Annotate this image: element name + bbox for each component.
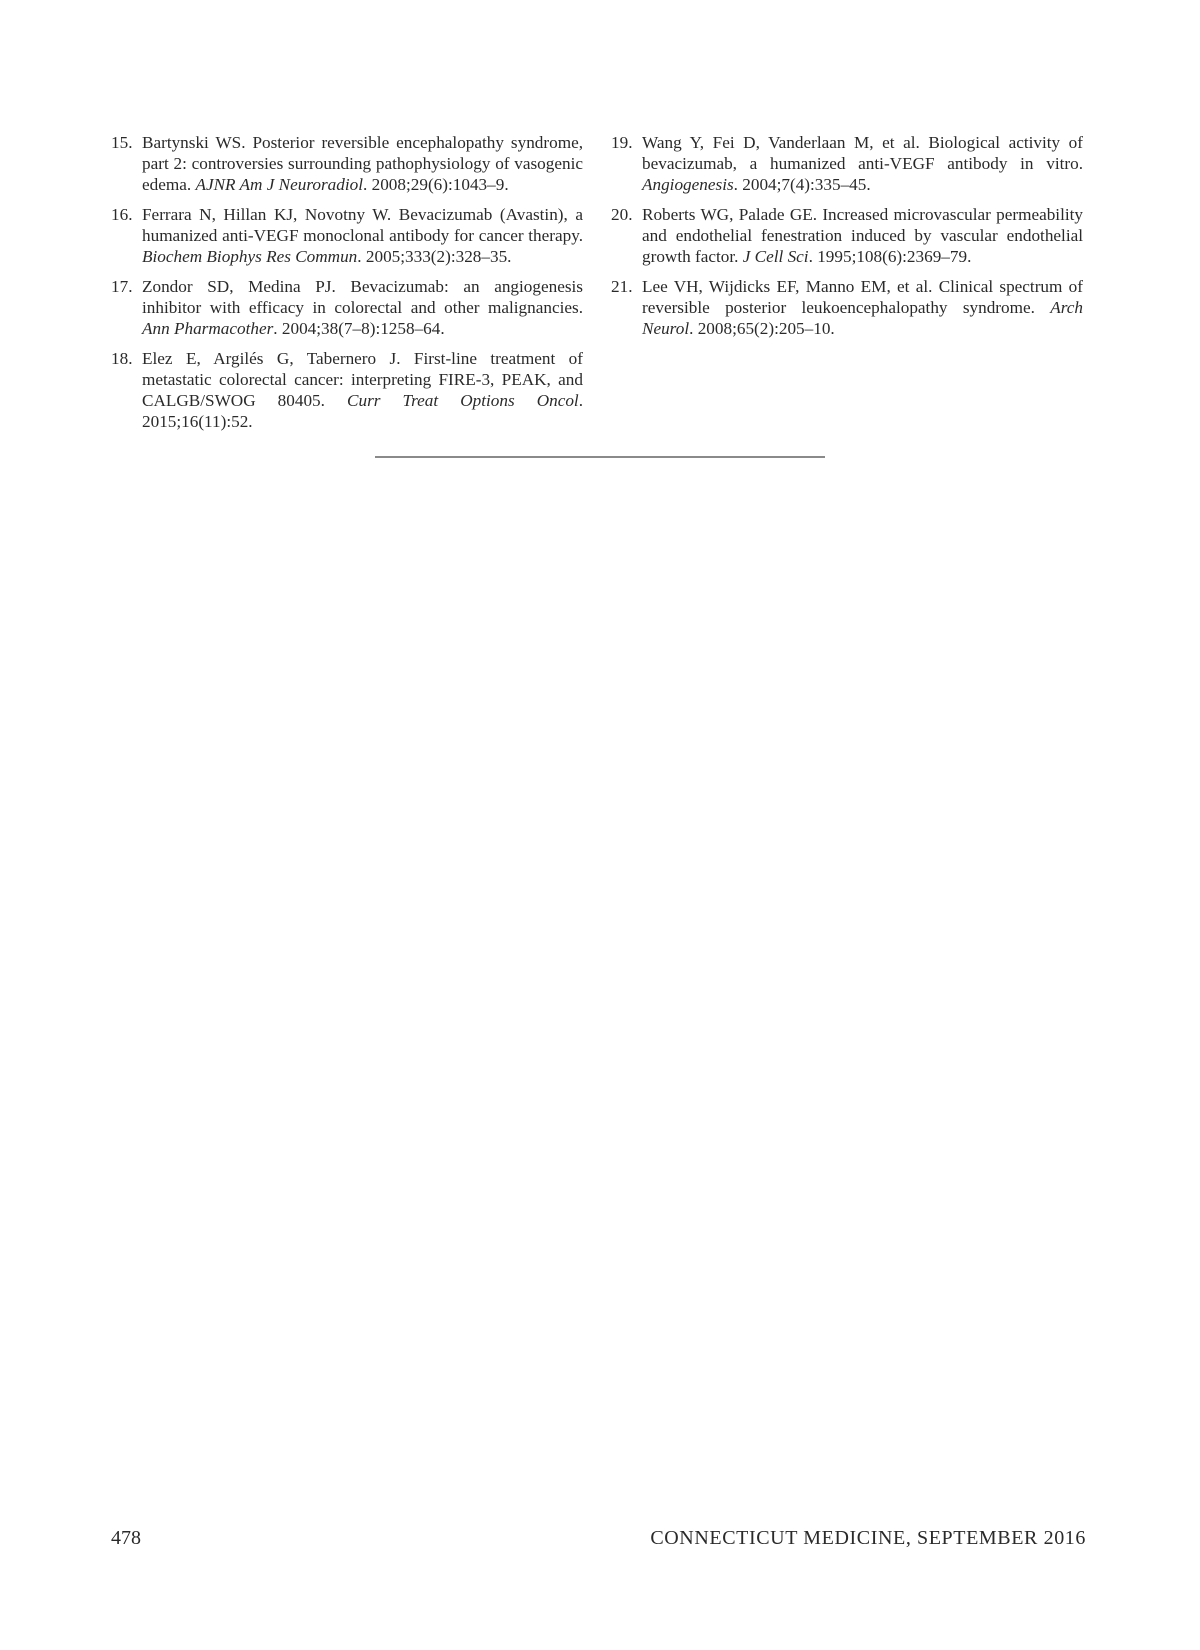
reference-text [142,132,583,195]
reference-item [611,132,1083,195]
reference-number: 21. [611,277,633,296]
reference-journal: Arch Neurol [642,298,1083,338]
reference-authors-title: Zondor SD, Medina PJ. Bevacizumab: an angiogenesis inhibitor with efficacy in colorectal and other malignancies. [142,277,583,317]
reference-authors-title: Lee VH, Wijdicks EF, Manno EM, et al. Clinical spectrum of reversible posterior leukoencephalopathy syndrome. [642,277,1083,317]
reference-item [611,276,1083,339]
reference-number: 16. [111,205,133,224]
reference-number: 17. [111,277,133,296]
reference-journal: AJNR Am J Neuroradiol [195,175,364,194]
page-number: 478 [111,1527,141,1549]
reference-authors-title: Elez E, Argilés G, Tabernero J. First-line treatment of metastatic colorectal cancer: interpreting FIRE-3, PEAK, and CALGB/SWOG 80405. [142,349,583,410]
reference-journal: J Cell Sci [742,247,809,266]
reference-citation: . 2004;7(4):335–45. [733,175,871,194]
reference-citation: . 2008;65(2):205–10. [689,319,835,338]
reference-authors-title: Ferrara N, Hillan KJ, Novotny W. Bevacizumab (Avastin), a humanized anti-VEGF monoclonal antibody for cancer therapy. [142,205,583,245]
reference-authors-title: Roberts WG, Palade GE. Increased microvascular permeability and endothelial fenestration induced by vascular endothelial growth factor. [642,205,1083,266]
reference-authors-title: Wang Y, Fei D, Vanderlaan M, et al. Biological activity of bevacizumab, a humanized anti-VEGF antibody in vitro. [642,133,1083,173]
reference-authors-title: Bartynski WS. Posterior reversible encephalopathy syndrome, part 2: controversies surrounding pathophysiology of vasogenic edema. [142,133,583,194]
references-column-right [611,132,1083,348]
reference-number: 20. [611,205,633,224]
reference-text [642,276,1083,339]
reference-item [611,204,1083,267]
reference-journal: Angiogenesis [642,175,734,194]
reference-item [111,204,583,267]
reference-item [111,276,583,339]
reference-citation: . 2004;38(7–8):1258–64. [273,319,445,338]
reference-citation: . 2008;29(6):1043–9. [363,175,509,194]
reference-text [642,204,1083,267]
reference-text [642,132,1083,195]
section-divider [375,456,825,458]
reference-text [142,348,583,432]
reference-journal: Curr Treat Options Oncol [347,391,579,410]
reference-item [111,132,583,195]
reference-number: 18. [111,349,133,368]
reference-journal: Ann Pharmacother [142,319,274,338]
reference-text [142,204,583,267]
reference-citation: . 2015;16(11):52. [142,391,584,431]
journal-footer: CONNECTICUT MEDICINE, SEPTEMBER 2016 [650,1527,1086,1549]
reference-citation: . 1995;108(6):2369–79. [808,247,972,266]
reference-journal: Biochem Biophys Res Commun [142,247,358,266]
reference-number: 19. [611,133,633,152]
references-column-left [111,132,583,441]
reference-number: 15. [111,133,133,152]
reference-item [111,348,583,432]
reference-citation: . 2005;333(2):328–35. [357,247,512,266]
reference-text [142,276,583,339]
